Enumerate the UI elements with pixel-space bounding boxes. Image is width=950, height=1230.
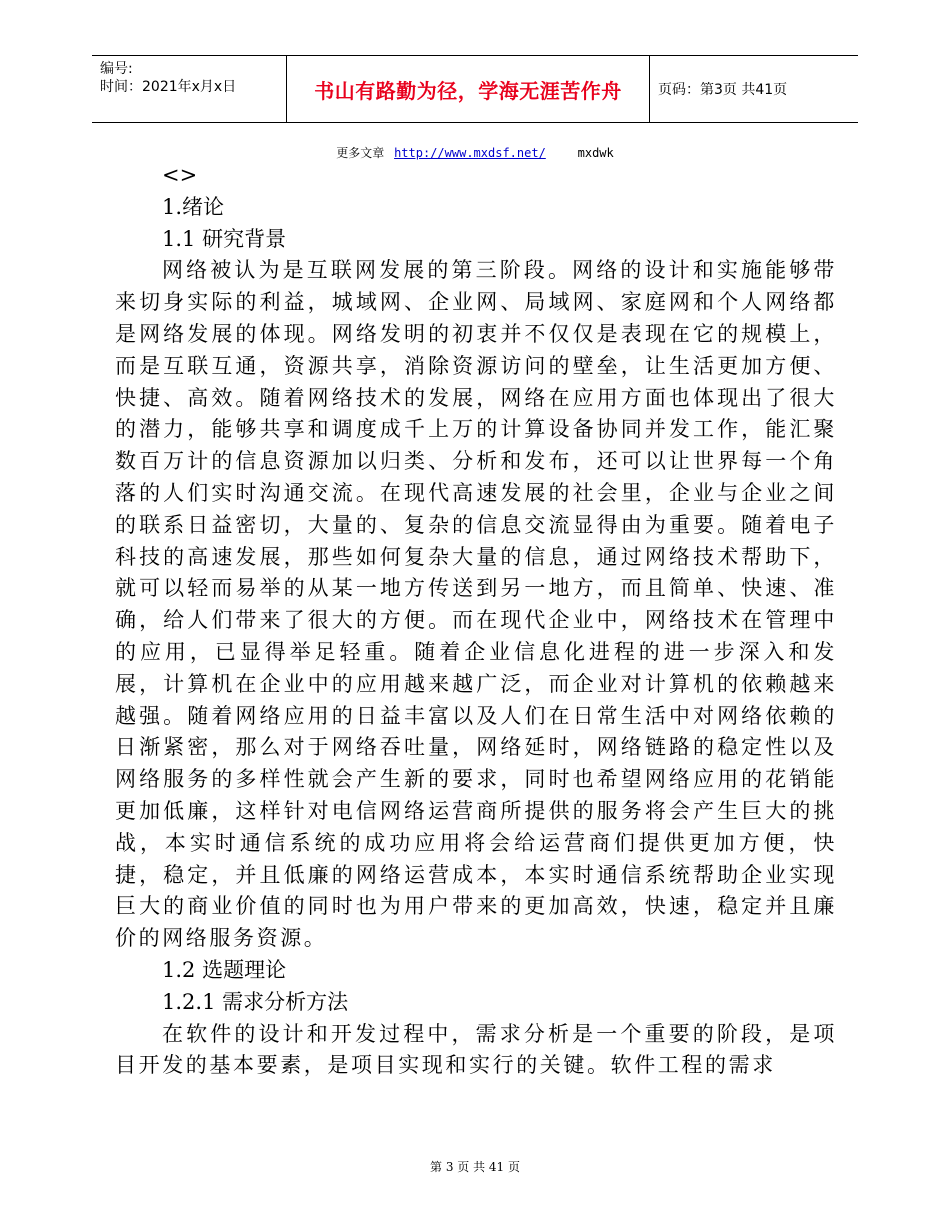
page-info-text: 页码：第3页 共41页	[658, 82, 788, 98]
heading-introduction: 1.绪论	[162, 194, 225, 219]
more-articles-line	[0, 144, 950, 161]
header-motto-cell	[287, 56, 650, 122]
marker-text: <>	[162, 163, 198, 187]
more-articles-label: 更多文章	[336, 146, 385, 160]
header-page-info	[650, 56, 858, 122]
footer-page-number: 第 3 页 共 41 页	[430, 1160, 520, 1174]
website-link[interactable]: http://www.mxdsf.net/	[394, 146, 546, 160]
motto-text: 书山有路勤为径，学海无涯苦作舟	[314, 78, 622, 103]
paragraph-requirements: 在软件的设计和开发过程中，需求分析是一个重要的阶段，是项目开发的基本要素，是项目实现和实行的关键。软件工程的需求	[115, 1021, 837, 1078]
heading-topic-theory: 1.2 选题理论	[162, 957, 287, 982]
code-label: 编号:	[100, 61, 133, 77]
site-tag: mxdwk	[577, 146, 614, 160]
page-footer	[0, 1158, 950, 1175]
time-label: 时间：2021年x月x日	[100, 79, 237, 95]
heading-requirements-method: 1.2.1 需求分析方法	[162, 989, 349, 1014]
page-header	[92, 55, 858, 123]
header-meta	[92, 56, 287, 122]
document-body	[115, 160, 837, 1082]
paragraph-background: 网络被认为是互联网发展的第三阶段。网络的设计和实施能够带来切身实际的利益，城域网、企业网、局域网、家庭网和个人网络都是网络发展的体现。网络发明的初衷并不仅仅是表现在它的规模上，而是互联互通，资源共享，消除资源访问的壁垒，让生活更加方便、快捷、高效。随着网络技术的发展，网络在应用方面也体现出了很大的潜力，能够共享和调度成千上万的计算设备协同并发工作，能汇聚数百万计的信息资源加以归类、分析和发布，还可以让世界每一个角落的人们实时沟通交流。在现代高速发展的社会里，企业与企业之间的联系日益密切，大量的、复杂的信息交流显得由为重要。随着电子科技的高速发展，那些如何复杂大量的信息，通过网络技术帮助下，就可以轻而易举的从某一地方传送到另一地方，而且简单、快速、准确，给人们带来了很大的方便。而在现代企业中，网络技术在管理中的应用，已显得举足轻重。随着企业信息化进程的进一步深入和发展，计算机在企业中的应用越来越广泛，而企业对计算机的依赖越来越强。随着网络应用的日益丰富以及人们在日常生活中对网络依赖的日渐紧密，那么对于网络吞吐量，网络延时，网络链路的稳定性以及网络服务的多样性就会产生新的要求，同时也希望网络应用的花销能更加低廉，这样针对电信网络运营商所提供的服务将会产生巨大的挑战，本实时通信系统的成功应用将会给运营商们提供更加方便，快捷，稳定，并且低廉的网络运营成本，本实时通信系统帮助企业实现巨大的商业价值的同时也为用户带来的更加高效，快速，稳定并且廉价的网络服务资源。	[115, 258, 837, 951]
heading-research-background: 1.1 研究背景	[162, 226, 287, 251]
